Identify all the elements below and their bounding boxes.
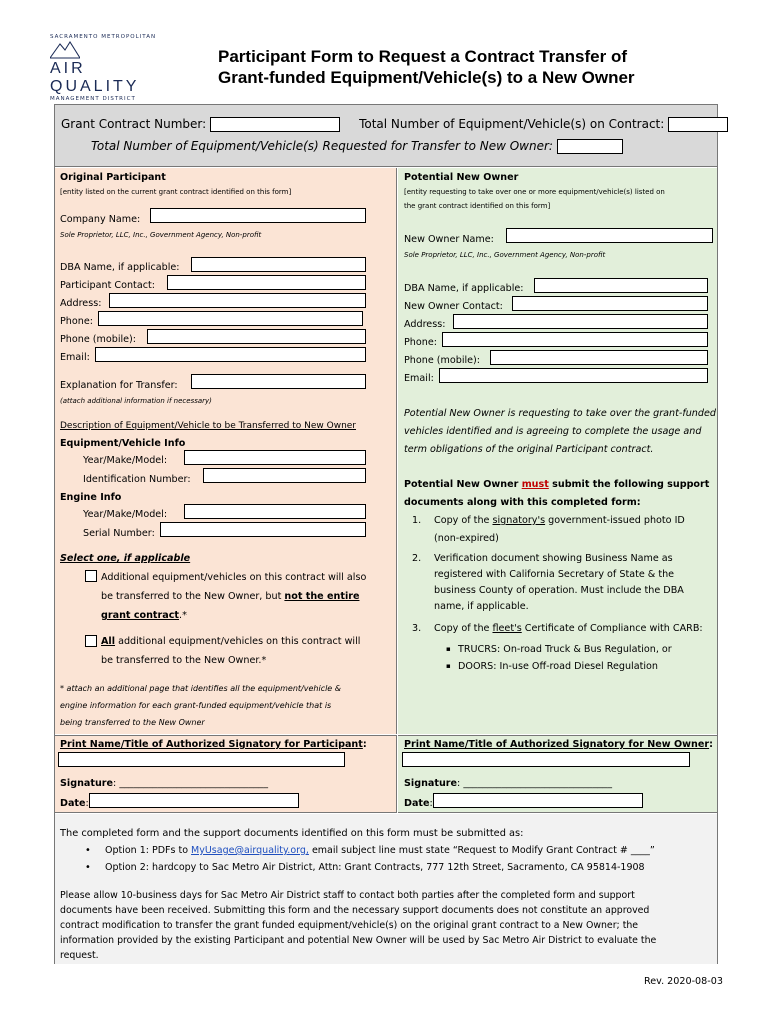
original-participant-section: Original Participant [entity listed on the current grant contract identified on this form] Company Name: Sole Proprietor, LLC, Inc., Government Agency, Non-profit DBA Name, if applicable: Participant Contact: Address: Phone: Phone (mobile): Email: Explanation for Transfer: (attach additional information if necessary) Description of Equipment/Vehicle to be Transferred to New Owner Equipment/Vehicle Info Year/Make/Model: Identification Number: Engine Info Year/Make/Model: Serial Number: Select one, if applicable Additional equipment/vehicles on this contract will also be transferred to the New Owner, but not the entire grant contract.* All additional equipment/vehicles on this contract will be transferred to the New Owner.* * attach an additional page that identifies all the equipment/vehicle & engine information for each grant-funded equipment/vehicle that is being transferred to the New Owner xyxy=(55,168,397,734)
bullet-icon: ▪ xyxy=(446,645,451,653)
participant-date-field[interactable] xyxy=(89,793,299,808)
bullet-icon: ▪ xyxy=(446,662,451,670)
participant-contact-field[interactable] xyxy=(167,275,366,290)
page-title: Participant Form to Request a Contract Transfer of Grant-funded Equipment/Vehicle(s) to a New Owner xyxy=(218,47,635,87)
participant-mobile-field[interactable] xyxy=(147,329,366,344)
mountain-logo-icon xyxy=(50,40,80,60)
participant-address-field[interactable] xyxy=(109,293,366,308)
new-owner-heading: Potential New Owner xyxy=(404,172,519,183)
district-logo xyxy=(50,34,160,102)
original-participant-heading: Original Participant xyxy=(60,172,166,183)
new-owner-name-field[interactable] xyxy=(506,228,713,243)
partial-transfer-checkbox[interactable] xyxy=(85,570,97,582)
new-owner-address-field[interactable] xyxy=(453,314,708,329)
participant-signature-section: Print Name/Title of Authorized Signatory for Participant: Signature: _______________________________ Date: xyxy=(55,735,397,813)
new-owner-signature-section: Print Name/Title of Authorized Signatory for New Owner: Signature: _______________________________ Date: xyxy=(398,735,717,813)
contract-header: Grant Contract Number: Total Number of Equipment/Vehicle(s) on Contract: Total Number of Equipment/Vehicle(s) Requested for Transfer to New Owner: xyxy=(55,105,717,167)
new-owner-mobile-field[interactable] xyxy=(490,350,708,365)
new-owner-email-field[interactable] xyxy=(439,368,708,383)
submission-instructions: The completed form and the support documents identified on this form must be submitted as: • Option 1: PDFs to MyUsage@airquality.org, email subject line must state “Request to Modify Grant Contract # ____” • Option 2: hardcopy to Sac Metro Air District, Attn: Grant Contracts, 777 12th Street, Sacramento, CA 95814-1908 Please allow 10-business days for Sac Metro Air District staff to contact both parties after the completed form and support documents have been received. Submitting this form and the necessary support documents does not constitute an approved contract modification to transfer the grant funded equipment/vehicle(s) on the original grant contract to a New Owner; the information provided by the existing Participant and potential New Owner will be used by Sac Metro Air District to evaluate the request. xyxy=(55,814,717,964)
new-owner-contact-field[interactable] xyxy=(512,296,708,311)
bullet-icon: • xyxy=(85,862,91,873)
new-owner-dba-field[interactable] xyxy=(534,278,708,293)
logo-main-text: AIR QUALITY xyxy=(50,60,140,95)
participant-signatory-name-field[interactable] xyxy=(58,752,345,767)
revision-date: Rev. 2020-08-03 xyxy=(644,976,723,987)
engine-serial-number-field[interactable] xyxy=(160,522,366,537)
full-transfer-checkbox[interactable] xyxy=(85,635,97,647)
new-owner-date-field[interactable] xyxy=(433,793,643,808)
logo-bottom-text: MANAGEMENT DISTRICT xyxy=(50,96,136,102)
engine-year-make-model-field[interactable] xyxy=(184,504,366,519)
equipment-year-make-model-field[interactable] xyxy=(184,450,366,465)
logo-top-text: SACRAMENTO METROPOLITAN xyxy=(50,34,157,40)
participant-email-field[interactable] xyxy=(95,347,366,362)
new-owner-section: Potential New Owner [entity requesting to take over one or more equipment/vehicle(s) listed on the grant contract identified on this form] New Owner Name: Sole Proprietor, LLC, Inc., Government Agency, Non-profit DBA Name, if applicable: New Owner Contact: Address: Phone: Phone (mobile): Email: Potential New Owner is requesting to take over the grant-funded vehicles identified and is agreeing to complete the usage and term obligations of the original Participant contract. Potential New Owner must submit the following support documents along with this completed form: 1. Copy of the signatory's government-issued photo ID (non-expired) 2. Verification document showing Business Name as registered with California Secretary of State & the business County of operation. Must include the DBA name, if applicable. 3. Copy of the fleet's Certificate of Compliance with CARB: ▪ TRUCRS: On-road Truck & Bus Regulation, or ▪ DOORS: In-use Off-road Diesel Regulation xyxy=(398,168,717,734)
total-equipment-field[interactable] xyxy=(668,117,728,132)
company-name-field[interactable] xyxy=(150,208,366,223)
new-owner-phone-field[interactable] xyxy=(442,332,708,347)
equipment-id-number-field[interactable] xyxy=(203,468,366,483)
participant-dba-field[interactable] xyxy=(191,257,366,272)
transfer-explanation-field[interactable] xyxy=(191,374,366,389)
requested-transfer-count-field[interactable] xyxy=(557,139,623,154)
grant-contract-number-field[interactable] xyxy=(210,117,340,132)
form-frame xyxy=(54,104,718,964)
new-owner-signatory-name-field[interactable] xyxy=(402,752,690,767)
participant-phone-field[interactable] xyxy=(98,311,363,326)
email-link[interactable]: MyUsage@airquality.org, xyxy=(191,845,309,856)
bullet-icon: • xyxy=(85,845,91,856)
